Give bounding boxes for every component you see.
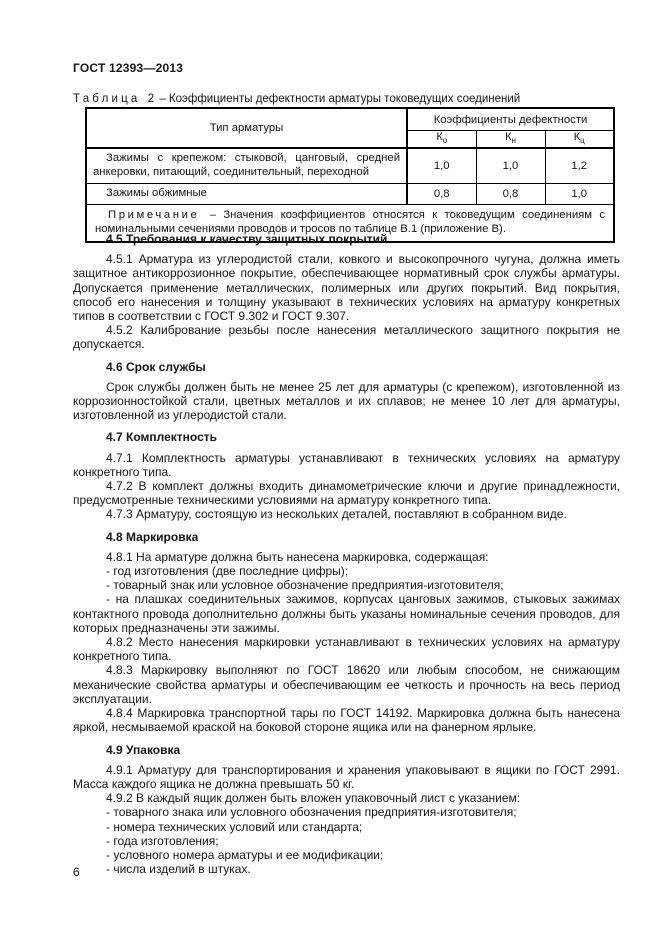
table-row: [86, 184, 614, 205]
coef-sub: ц: [580, 136, 585, 146]
section-heading-4-6: 4.6 Срок службы: [106, 359, 206, 374]
section-heading-4-8: 4.8 Маркировка: [106, 529, 199, 544]
paragraph-4-5-1: 4.5.1 Арматура из углеродистой стали, ковкого и высокопрочного чугуна, должна иметь защитное антикоррозионное покрытие, обеспечивающее нормативный срок службы арматуры. Допускается применение металлических, полимерных или других покрытий. Вид покрытия, способ его нанесения и толщину указывают в технических условиях на арматуру конкретных типов в соответствии с ГОСТ 9.302 и ГОСТ 9.307.: [73, 252, 620, 324]
coef-base: К: [573, 131, 581, 143]
section-heading-4-7: 4.7 Комплектность: [106, 430, 218, 445]
note-label: Примечание: [108, 209, 200, 222]
cell-value: 1,2: [545, 148, 614, 183]
cell-armature-type: Зажимы с крепежом: стыковой, цанговый, средней анкеровки, питающий, соединительный, переходной: [86, 148, 407, 183]
column-header-kc: [545, 131, 614, 149]
paragraph-4-8-1: 4.8.1 На арматуре должна быть нанесена маркировка, содержащая:: [106, 549, 489, 564]
cell-value: 1,0: [407, 148, 476, 183]
document-body: [73, 226, 620, 876]
defect-coefficients-table-wrap: [85, 107, 613, 243]
list-item: - числа изделий в штуках.: [106, 862, 251, 877]
paragraph-4-8-2: 4.8.2 Место нанесения маркировки устанавливают в технических условиях на арматуру конкретного типа.: [73, 635, 620, 664]
column-header-type: Тип арматуры: [86, 108, 407, 148]
page-number: 6: [73, 865, 80, 879]
paragraph-4-9-2: 4.9.2 В каждый ящик должен быть вложен упаковочный лист с указанием:: [106, 791, 521, 806]
paragraph-4-8-3: 4.8.3 Маркировку выполняют по ГОСТ 18620 или любым способом, не снижающим механические свойства арматуры и обеспечивающим ее четкость и прочность на весь период эксплуатации.: [73, 663, 620, 706]
coef-base: К: [436, 131, 443, 143]
paragraph-4-7-2: 4.7.2 В комплект должны входить динамометрические ключи и другие принадлежности, предусмотренные техническими условиями на арматуру конкретного типа.: [73, 479, 620, 508]
cell-value: 1,0: [545, 184, 614, 205]
table-header-row: [86, 108, 614, 131]
paragraph-4-6: Срок службы должен быть не менее 25 лет для арматуры (с крепежом), изготовленной из коррозионностойкой стали, цветных металлов и их сплавов; не менее 10 лет для арматуры, изготовленной из углеродистой стали.: [73, 379, 620, 423]
list-item: - года изготовления;: [106, 833, 219, 848]
cell-value: 0,8: [407, 184, 476, 205]
coef-sub: н: [511, 136, 516, 146]
list-item: - условного номера арматуры и ее модификации;: [106, 847, 384, 862]
paragraph-4-8-4: 4.8.4 Маркировка транспортной тары по ГОСТ 14192. Маркировка должна быть нанесена яркой, несмываемой краской на боковой стороне ящика или на фанерном ярлыке.: [73, 706, 620, 735]
column-header-kn: [476, 131, 545, 149]
section-heading-4-9: 4.9 Упаковка: [106, 742, 181, 757]
paragraph-4-9-1: 4.9.1 Арматуру для транспортирования и хранения упаковывают в ящики по ГОСТ 2991. Масса каждого ящика не должна превышать 50 кг.: [73, 762, 620, 791]
paragraph-4-7-3: 4.7.3 Арматуру, состоящую из нескольких деталей, поставляют в собранном виде.: [106, 507, 567, 522]
note-text: – Значения коэффициентов относятся к токоведущим соединениям с номинальными сечениями проводов и тросов по таблице В.1 (приложение В).: [95, 209, 606, 235]
paragraph-4-5-2: 4.5.2 Калибрование резьбы после нанесения металлического защитного покрытия не допускается.: [73, 323, 620, 352]
table-caption: [73, 93, 620, 105]
cell-value: 1,0: [476, 148, 545, 183]
table-caption-text: – Коэффициенты дефектности арматуры токоведущих соединений: [159, 93, 521, 105]
coef-base: К: [505, 131, 512, 143]
list-item: - год изготовления (две последние цифры);: [106, 564, 349, 579]
defect-coefficients-table: [85, 107, 615, 243]
doc-number: ГОСТ 12393—2013: [73, 61, 184, 75]
table-row: [86, 148, 614, 183]
list-item: - товарный знак или условное обозначение предприятия-изготовителя;: [106, 578, 504, 593]
cell-value: 0,8: [476, 184, 545, 205]
coef-sub: о: [442, 136, 448, 146]
column-group-header: Коэффициенты дефектности: [407, 108, 614, 131]
cell-armature-type: Зажимы обжимные: [86, 184, 407, 205]
table-caption-number: 2: [147, 93, 155, 105]
column-header-ko: [407, 131, 476, 149]
list-item: - на плашках соединительных зажимов, корпусах цанговых зажимов, стыковых зажимах контактного провода дополнительно должны быть указаны номинальные сечения проводов, для которых предназначены эти зажимы.: [73, 592, 620, 635]
list-item: - товарного знака или условного обозначения предприятия-изготовителя;: [106, 805, 517, 820]
section-heading-4-5: 4.5 Требования к качеству защитных покрытий: [106, 232, 388, 246]
paragraph-4-7-1: 4.7.1 Комплектность арматуры устанавливают в технических условиях на арматуру конкретного типа.: [73, 450, 620, 479]
table-caption-label: Таблица: [73, 93, 141, 105]
list-item: - номера технических условий или стандарта;: [106, 819, 363, 834]
